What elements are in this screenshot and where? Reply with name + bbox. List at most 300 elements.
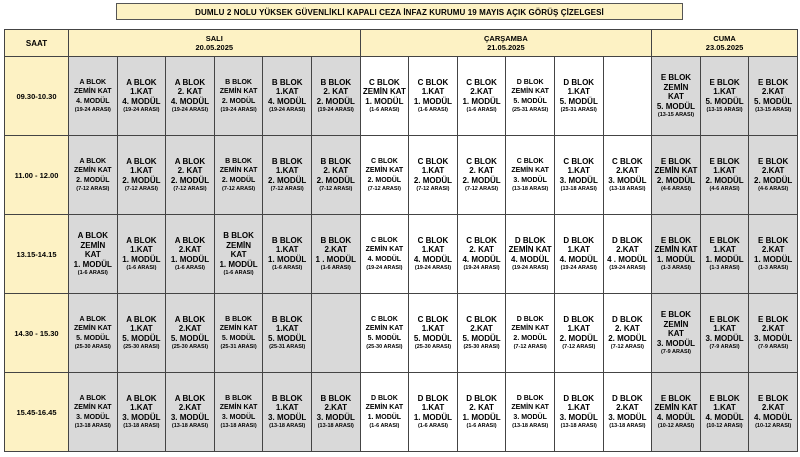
range-text: (4-6 ARASI) [709, 186, 740, 193]
cell-line: 2.KAT [324, 245, 348, 255]
cell-line: KAT [668, 92, 684, 101]
schedule-cell [554, 294, 603, 373]
cell-line: ZEMİN [663, 319, 689, 329]
range-text: (1-6 ARASI) [417, 107, 448, 114]
cell-line: 1.KAT [567, 166, 591, 176]
cell-line: 1.KAT [567, 403, 591, 413]
cell-line: B BLOK [271, 235, 303, 245]
range-text: (25-31 ARASI) [269, 344, 306, 351]
saat-header: SAAT [5, 30, 69, 57]
cell-line: 1. MODÜL [122, 254, 161, 264]
schedule-cell [166, 294, 215, 373]
cell-line: C BLOK [466, 314, 497, 324]
cell-line: 1. MODÜL [656, 254, 696, 264]
cell-line: E BLOK [709, 393, 740, 403]
cell-line: E BLOK [709, 314, 740, 324]
cell-line: D BLOK [563, 314, 595, 324]
cell-line: ZEMİN [226, 240, 252, 250]
schedule-cell [603, 215, 652, 294]
range-text: (19-24 ARASI) [366, 265, 403, 272]
cell-line: A BLOK [79, 315, 107, 323]
cell-line: 2. KAT [177, 166, 203, 176]
cell-line: ZEMİN KAT [511, 88, 549, 96]
schedule-cell [749, 57, 798, 136]
range-text: (13-18 ARASI) [269, 423, 306, 430]
schedule-cell [554, 136, 603, 215]
schedule-cell [409, 373, 458, 452]
cell-line: E BLOK [709, 156, 740, 166]
range-text: (1-3 ARASI) [758, 265, 789, 272]
cell-line: 4 . MODÜL [607, 254, 648, 264]
cell-line: C BLOK [516, 157, 544, 165]
cell-line: ZEMİN KAT [74, 325, 112, 333]
range-text: (7-12 ARASI) [222, 186, 256, 193]
schedule-cell [457, 215, 506, 294]
cell-line: 2.KAT [761, 245, 785, 255]
cell-line: 1.KAT [275, 403, 299, 413]
cell-line: 3. MODÜL [608, 175, 647, 185]
cell-line: 2.KAT [761, 324, 785, 334]
range-text: (13-18 ARASI) [74, 423, 111, 430]
range-text: (1-6 ARASI) [223, 270, 254, 276]
range-text: (7-12 ARASI) [319, 186, 353, 193]
cell-line: D BLOK [516, 78, 544, 86]
cell-line: D BLOK [516, 315, 544, 323]
schedule-cell [69, 373, 118, 452]
cell-line: 4. MODÜL [413, 254, 453, 264]
cell-line: 1.KAT [421, 403, 445, 413]
cell-line: 2.KAT [470, 87, 493, 97]
range-text: (7-12 ARASI) [173, 186, 207, 193]
cell-line: D BLOK [563, 77, 595, 87]
schedule-cell [409, 57, 458, 136]
range-text: (1-6 ARASI) [417, 423, 448, 430]
cell-line: ZEMİN KAT [365, 246, 404, 254]
cell-line: ZEMİN KAT [511, 167, 549, 175]
range-text: (7-12 ARASI) [465, 186, 499, 193]
schedule-cell [749, 215, 798, 294]
cell-line: ZEMİN KAT [511, 404, 549, 412]
schedule-cell [360, 373, 409, 452]
cell-line: 1.KAT [275, 166, 299, 176]
schedule-cell [263, 136, 312, 215]
schedule-cell [214, 294, 263, 373]
cell-line: 2.KAT [761, 87, 785, 97]
cell-line: ZEMİN KAT [365, 167, 404, 175]
cell-line: 4. MODÜL [462, 254, 501, 264]
cell-line: 3. MODÜL [513, 413, 547, 421]
schedule-cell [360, 215, 409, 294]
cell-line: KAT [668, 329, 684, 338]
schedule-cell [214, 136, 263, 215]
cell-line: 1. MODÜL [413, 96, 453, 106]
cell-line: A BLOK [77, 231, 108, 240]
cell-line: 5. MODÜL [656, 101, 696, 111]
cell-line: D BLOK [612, 393, 643, 403]
range-text: (1-6 ARASI) [320, 265, 351, 272]
schedule-cell [506, 57, 555, 136]
cell-line: 2. KAT [469, 245, 494, 255]
cell-line: 3. MODÜL [316, 412, 355, 422]
cell-line: C BLOK [466, 156, 497, 166]
schedule-table [4, 29, 798, 452]
range-text: (4-6 ARASI) [660, 186, 691, 193]
schedule-cell [457, 57, 506, 136]
range-text: (1-6 ARASI) [272, 265, 303, 272]
range-text: (7-12 ARASI) [76, 186, 110, 193]
cell-line: E BLOK [660, 310, 692, 319]
schedule-cell [69, 294, 118, 373]
range-text: (19-24 ARASI) [220, 107, 257, 114]
cell-line: KAT [230, 250, 247, 259]
cell-line: ZEMİN KAT [74, 404, 112, 412]
cell-line: 2. MODÜL [705, 175, 744, 185]
range-text: (13-18 ARASI) [560, 186, 597, 193]
schedule-cell [554, 215, 603, 294]
schedule-cell [166, 136, 215, 215]
cell-line: E BLOK [709, 235, 740, 245]
cell-line: B BLOK [225, 315, 252, 323]
cell-line: 5. MODÜL [559, 96, 598, 106]
cell-line: 2.KAT [178, 403, 202, 413]
cell-line: 1.KAT [130, 166, 153, 176]
cell-line: 1. MODÜL [462, 412, 501, 422]
schedule-cell [117, 57, 166, 136]
cell-line: ZEMİN KAT [362, 87, 406, 97]
cell-line: 1.KAT [713, 166, 736, 176]
cell-line: 3. MODÜL [170, 412, 210, 422]
table-row [5, 215, 798, 294]
schedule-cell [749, 136, 798, 215]
cell-line: 1.KAT [713, 87, 736, 97]
cell-line: B BLOK [320, 393, 352, 403]
range-text: (10-12 ARASI) [657, 423, 695, 430]
schedule-cell [457, 373, 506, 452]
cell-line: 2. MODÜL [76, 176, 110, 184]
range-text: (19-24 ARASI) [171, 107, 209, 114]
cell-line: 3. MODÜL [705, 333, 744, 343]
cell-line: 1. MODÜL [73, 259, 112, 269]
cell-line: 1.KAT [421, 245, 445, 255]
range-text: (7-12 ARASI) [416, 186, 450, 193]
schedule-cell [263, 215, 312, 294]
cell-line: 3. MODÜL [76, 413, 110, 421]
cell-line: B BLOK [271, 314, 303, 324]
cell-line: 1.KAT [421, 324, 445, 334]
cell-line: A BLOK [126, 77, 157, 87]
day-date: 21.05.2025 [487, 43, 525, 52]
cell-line: 5. MODÜL [268, 333, 307, 343]
schedule-cell [360, 294, 409, 373]
cell-line: 3. MODÜL [268, 412, 307, 422]
cell-line: C BLOK [417, 77, 449, 87]
schedule-cell [214, 373, 263, 452]
cell-line: 5. MODÜL [170, 333, 210, 343]
schedule-cell [69, 136, 118, 215]
schedule-cell [117, 215, 166, 294]
day-header-cuma [652, 30, 798, 57]
range-text: (13-15 ARASI) [657, 112, 695, 118]
cell-line: B BLOK [320, 77, 352, 87]
cell-line: E BLOK [758, 77, 789, 87]
cell-line: A BLOK [174, 235, 206, 245]
cell-line: B BLOK [225, 78, 252, 86]
cell-line: 4. MODÜL [511, 254, 550, 264]
cell-line: B BLOK [223, 231, 254, 240]
cell-line: C BLOK [466, 235, 497, 245]
cell-line: 2. MODÜL [462, 175, 501, 185]
cell-line: 2. KAT [177, 87, 203, 97]
schedule-cell [652, 373, 701, 452]
cell-line: 2. KAT [614, 324, 640, 334]
cell-line: 1.KAT [567, 245, 591, 255]
range-text: (1-3 ARASI) [709, 265, 740, 272]
cell-line: 2. MODÜL [754, 175, 793, 185]
cell-line: 2.KAT [178, 324, 202, 334]
cell-line: 4. MODÜL [559, 254, 598, 264]
cell-line: 1. MODÜL [365, 96, 404, 106]
cell-line: A BLOK [126, 235, 157, 245]
cell-line: ZEMİN KAT [365, 325, 404, 333]
schedule-cell [506, 136, 555, 215]
range-text: (25-31 ARASI) [560, 107, 597, 114]
cell-line: C BLOK [370, 236, 398, 244]
range-text: (13-18 ARASI) [560, 423, 597, 430]
cell-line: ZEMİN KAT [654, 403, 698, 413]
cell-line: B BLOK [271, 77, 303, 87]
range-text: (25-31 ARASI) [220, 344, 257, 351]
cell-line: 5. MODÜL [462, 333, 501, 343]
cell-line: 3. MODÜL [559, 175, 598, 185]
range-text: (25-30 ARASI) [463, 344, 500, 351]
cell-line: 3. MODÜL [122, 412, 161, 422]
cell-line: 4. MODÜL [754, 412, 793, 422]
range-text: (10-12 ARASI) [755, 423, 792, 430]
range-text: (7-9 ARASI) [709, 344, 740, 351]
schedule-cell [311, 57, 360, 136]
range-text: (13-18 ARASI) [220, 423, 257, 430]
cell-line: 1.KAT [130, 87, 153, 97]
cell-line: 2.KAT [470, 324, 493, 334]
cell-line: C BLOK [370, 157, 398, 165]
cell-line: 4. MODÜL [656, 412, 696, 422]
schedule-cell [214, 57, 263, 136]
schedule-cell [700, 215, 749, 294]
cell-line: 2.KAT [178, 245, 202, 255]
schedule-cell [69, 215, 118, 294]
schedule-cell [700, 294, 749, 373]
cell-line: 5. MODÜL [754, 96, 793, 106]
schedule-cell [117, 373, 166, 452]
cell-line: 2. MODÜL [559, 333, 598, 343]
schedule-cell [214, 215, 263, 294]
cell-line: 3. MODÜL [221, 413, 256, 421]
schedule-cell [263, 294, 312, 373]
schedule-cell [652, 294, 701, 373]
cell-line: B BLOK [225, 157, 252, 165]
range-text: (1-6 ARASI) [466, 107, 497, 114]
cell-line: D BLOK [612, 235, 643, 245]
cell-line: C BLOK [370, 315, 398, 323]
schedule-cell [457, 136, 506, 215]
range-text: (10-12 ARASI) [706, 423, 743, 430]
cell-line: A BLOK [174, 156, 206, 166]
range-text: (19-24 ARASI) [123, 107, 160, 114]
cell-line: 1. MODÜL [219, 259, 258, 269]
day-date: 20.05.2025 [195, 43, 234, 52]
cell-line: 2.KAT [616, 166, 639, 176]
cell-line: E BLOK [758, 235, 789, 245]
cell-line: 2. MODÜL [221, 97, 256, 105]
schedule-cell [652, 215, 701, 294]
schedule-cell [506, 294, 555, 373]
cell-line: A BLOK [126, 393, 157, 403]
cell-line: A BLOK [79, 157, 107, 165]
schedule-cell [166, 57, 215, 136]
time-slot: 13.15-14.15 [5, 215, 69, 294]
cell-line: B BLOK [271, 393, 303, 403]
cell-line: E BLOK [660, 235, 692, 245]
cell-line: 1. MODÜL [754, 254, 793, 264]
day-date: 23.05.2025 [705, 43, 744, 52]
range-text: (19-24 ARASI) [414, 265, 452, 272]
day-header-carsamba [360, 30, 652, 57]
schedule-cell [360, 136, 409, 215]
time-slot: 09.30-10.30 [5, 57, 69, 136]
schedule-cell [652, 57, 701, 136]
range-text: (7-12 ARASI) [124, 186, 158, 193]
schedule-cell [311, 373, 360, 452]
cell-line: D BLOK [466, 393, 497, 403]
cell-line: ZEMİN KAT [219, 404, 258, 412]
schedule-cell [409, 215, 458, 294]
cell-line: ZEMİN [80, 240, 106, 250]
schedule-cell [700, 57, 749, 136]
range-text: (19-24 ARASI) [512, 265, 549, 272]
cell-line: E BLOK [758, 314, 789, 324]
cell-line: A BLOK [79, 78, 107, 86]
cell-line: 2.KAT [761, 403, 785, 413]
cell-line: 5. MODÜL [705, 96, 744, 106]
cell-line: 5. MODÜL [221, 334, 256, 342]
range-text: (25-30 ARASI) [171, 344, 209, 351]
range-text: (25-30 ARASI) [74, 344, 111, 351]
cell-line: 2. MODÜL [608, 333, 647, 343]
cell-line: 2. KAT [323, 166, 349, 176]
table-row [5, 294, 798, 373]
cell-line: 2. MODÜL [221, 176, 256, 184]
cell-line: 4. MODÜL [367, 255, 402, 263]
cell-line: 1. MODÜL [367, 413, 402, 421]
cell-line: ZEMİN KAT [654, 166, 698, 176]
cell-line: 5. MODÜL [513, 97, 547, 105]
range-text: (25-30 ARASI) [366, 344, 403, 351]
cell-line: D BLOK [417, 393, 449, 403]
range-text: (7-12 ARASI) [562, 344, 596, 351]
range-text: (13-15 ARASI) [755, 107, 792, 114]
cell-line: A BLOK [79, 394, 107, 402]
range-text: (7-9 ARASI) [758, 344, 789, 351]
range-text: (7-9 ARASI) [660, 349, 691, 355]
cell-line: 4. MODÜL [705, 412, 744, 422]
cell-line: E BLOK [758, 393, 789, 403]
cell-line: 4. MODÜL [268, 96, 307, 106]
range-text: (25-30 ARASI) [123, 344, 160, 351]
cell-line: 2.KAT [761, 166, 785, 176]
cell-line: ZEMİN KAT [74, 88, 112, 96]
schedule-cell [457, 294, 506, 373]
cell-line: D BLOK [516, 394, 544, 402]
range-text: (1-6 ARASI) [369, 423, 400, 430]
cell-line: 1.KAT [130, 324, 153, 334]
cell-line: 1. MODÜL [705, 254, 744, 264]
cell-line: 3. MODÜL [608, 412, 647, 422]
cell-line: 1.KAT [275, 245, 299, 255]
range-text: (1-6 ARASI) [77, 270, 108, 276]
time-slot: 14.30 - 15.30 [5, 294, 69, 373]
cell-line: E BLOK [709, 77, 740, 87]
time-slot: 11.00 - 12.00 [5, 136, 69, 215]
cell-line: 4. MODÜL [122, 96, 161, 106]
cell-line: ZEMİN KAT [74, 167, 112, 175]
cell-line: 1.KAT [421, 87, 445, 97]
day-name: CUMA [713, 34, 736, 43]
cell-line: 2. MODÜL [656, 175, 696, 185]
cell-line: A BLOK [174, 314, 206, 324]
cell-line: ZEMİN KAT [219, 167, 258, 175]
cell-line: 2. MODÜL [122, 175, 161, 185]
schedule-title: DUMLU 2 NOLU YÜKSEK GÜVENLİKLİ KAPALI CEZA İNFAZ KURUMU 19 MAYIS AÇIK GÖRÜŞ ÇİZELGESİ [116, 3, 683, 20]
cell-line: 2. MODÜL [316, 96, 355, 106]
schedule-cell [749, 294, 798, 373]
cell-line: ZEMİN KAT [654, 245, 698, 255]
range-text: (13-18 ARASI) [609, 186, 646, 193]
cell-line: B BLOK [320, 156, 352, 166]
cell-line: 3. MODÜL [656, 338, 696, 348]
range-text: (1-6 ARASI) [466, 423, 497, 430]
cell-line: 1.KAT [130, 403, 153, 413]
cell-line: A BLOK [126, 314, 157, 324]
range-text: (19-24 ARASI) [609, 265, 646, 272]
cell-line: A BLOK [126, 156, 157, 166]
cell-line: 5. MODÜL [413, 333, 453, 343]
range-text: (7-12 ARASI) [367, 186, 401, 193]
schedule-cell [263, 373, 312, 452]
cell-line: 1.KAT [275, 87, 299, 97]
range-text: (13-18 ARASI) [609, 423, 646, 430]
range-text: (13-15 ARASI) [706, 107, 743, 114]
cell-line: E BLOK [758, 156, 789, 166]
schedule-cell [117, 136, 166, 215]
range-text: (7-12 ARASI) [610, 344, 644, 351]
cell-line: 1.KAT [421, 166, 445, 176]
schedule-cell [603, 136, 652, 215]
range-text: (13-18 ARASI) [171, 423, 209, 430]
range-text: (1-6 ARASI) [126, 265, 157, 272]
schedule-cell [166, 215, 215, 294]
cell-line: KAT [84, 250, 101, 259]
cell-line: 5. MODÜL [76, 334, 110, 342]
cell-line: ZEMİN [663, 82, 689, 92]
cell-line: 2. KAT [469, 403, 494, 413]
range-text: (19-24 ARASI) [560, 265, 597, 272]
cell-line: 2. MODÜL [513, 334, 547, 342]
cell-line: 1. MODÜL [462, 96, 501, 106]
cell-line: 1.KAT [130, 245, 153, 255]
schedule-cell [166, 373, 215, 452]
schedule-cell [69, 57, 118, 136]
cell-line: ZEMİN KAT [508, 245, 552, 255]
